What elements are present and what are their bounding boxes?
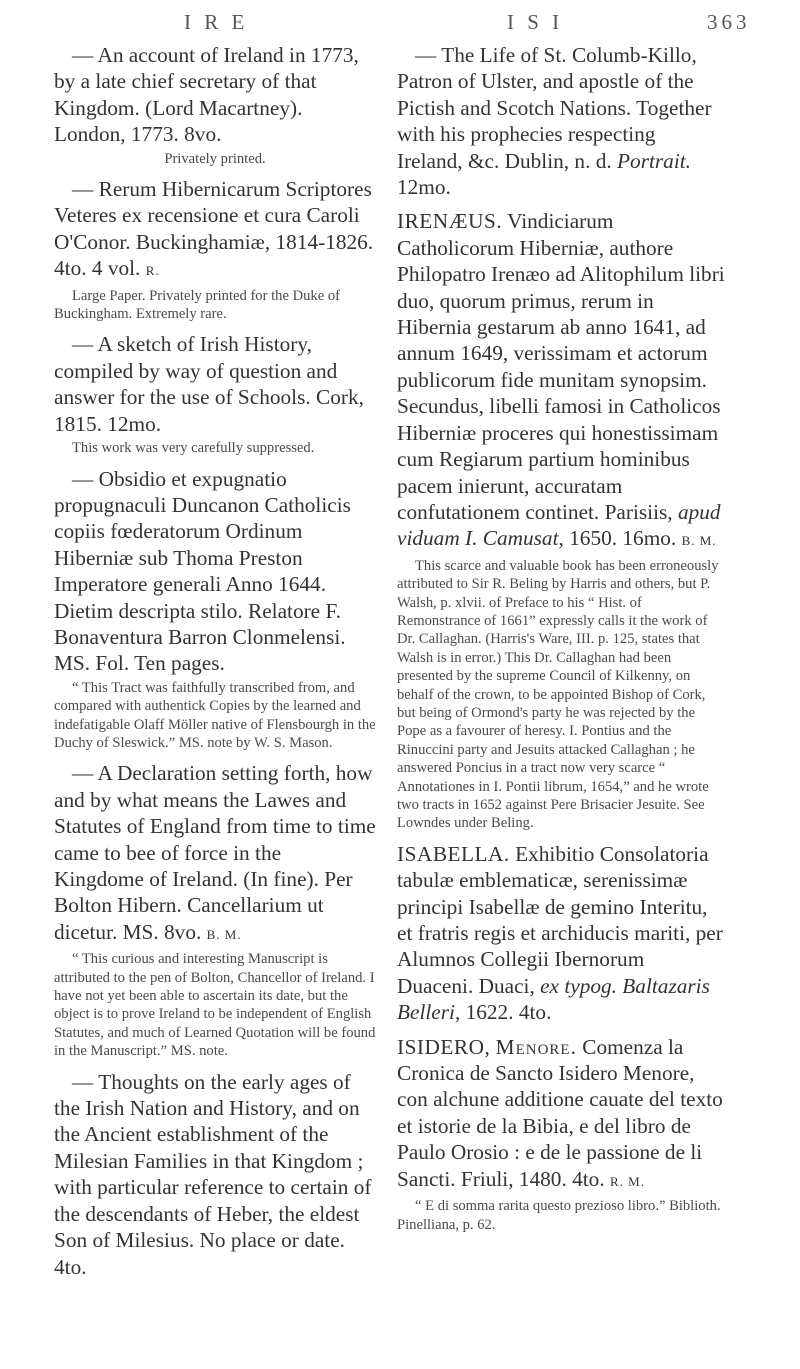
library-mark: R. M. (609, 1173, 645, 1189)
entry-portrait: Portrait. (617, 148, 691, 173)
library-mark: B. M. (206, 926, 242, 942)
entry-heading: IRENÆUS. (397, 209, 503, 234)
entry-note: “ This Tract was faithfully transcribed from, and compared with authentick Copies by the learned and indefatigable Olaff Möller native of Flensbourgh in the Duchy of Sleswick.” MS. note by W. S. Mason. (54, 679, 376, 751)
catalog-entry (54, 1069, 376, 1280)
entry-date: 1650. 16mo. (569, 526, 677, 551)
catalog-entry (397, 1034, 725, 1234)
entry-format: 12mo. (397, 175, 451, 200)
entry-note: This work was very carefully suppressed. (72, 440, 315, 457)
catalog-entry (397, 42, 725, 200)
entry-author: Menore. (495, 1034, 577, 1059)
entry-note: Large Paper. Privately printed for the Duke of Buckingham. Extremely rare. (54, 287, 341, 323)
entry-date: 1622. 4to. (465, 1000, 552, 1025)
entry-note: “ E di somma rarita questo prezioso libro.” Biblioth. Pinelliana, p. 62. (397, 1198, 721, 1233)
right-column (397, 42, 725, 1242)
entry-text: — An account of Ireland in 1773, by a late chief secretary of that Kingdom. (Lord Macartney). London, 1773. 8vo. (54, 43, 359, 147)
entry-text: — Thoughts on the early ages of the Irish Nation and History, and on the Ancient establishment of the Milesian Families in that Kingdom ; with particular reference to certain of the descendants of Heber, the eldest Son of Milesius. No place or date. 4to. (54, 1069, 372, 1279)
entry-note: “ This curious and interesting Manuscript is attributed to the pen of Bolton, Chancellor of Ireland. I have not yet been able to ascertain its date, but the object is to prove Ireland to be independent of English Statutes, and much of Learned Quotation will be found in the Manuscript.” MS. note. (54, 951, 376, 1060)
catalog-entry (54, 42, 376, 168)
catalog-entry (54, 331, 376, 457)
entry-text: Comenza la Cronica de Sancto Isidero Menore, con alchune additione cauate del texto et istorie de la Bibia, e del libro de Paulo Orosio : e de le passione de li Sancti. Friuli, 1480. 4to. (397, 1034, 723, 1191)
entry-heading: ISIDERO, (397, 1034, 491, 1059)
entry-text: — A Declaration setting forth, how and by what means the Lawes and Statutes of England from time to time came to bee of force in the Kingdome of Ireland. (In fine). Per Bolton Hibern. Cancellarium ut dicetur. MS. 8vo. (54, 761, 376, 944)
catalog-entry (54, 176, 376, 323)
running-head-center: I S I (507, 10, 564, 34)
left-column (54, 42, 376, 1280)
entry-text: Vindiciarum Catholicorum Hiberniæ, authore Philopatro Irenæo ad Alitophilum libri duo, quorum primus, rerum in Hibernia gestarum ab anno 1641, ad annum 1649, verissimam et actorum publicorum fide munitam synopsim. Secundus, libelli famosi in Catholicos Hiberniæ proceres qui honestissimam cum Regiarum partium hominibus pacem inierunt, accuratam confutationem continet. Parisiis, (397, 209, 725, 524)
entry-text: — Rerum Hibernicarum Scriptores Veteres ex recensione et cura Caroli O'Conor. Buckinghamiæ, 1814-1826. 4to. 4 vol. (54, 177, 374, 281)
catalog-entry (54, 760, 376, 1060)
entry-text: Exhibitio Consolatoria tabulæ emblematicæ, serenissimæ principi Isabellæ de gemino Interitu, et fratris regis et archiducis mariti, per Alumnos Collegii Ibernorum Duaceni. Duaci, (397, 841, 723, 998)
entry-heading: ISABELLA. (397, 841, 510, 866)
entry-imprint: ex typog. Baltazaris Belleri, (397, 973, 710, 1025)
entry-text: — Obsidio et expugnatio propugnaculi Duncanon Catholicis copiis fœderatorum Ordinum Hiberniæ sub Thoma Preston Imperatore generali Anno 1644. Dietim descripta stilo. Relatore F. Bonaventura Barron Clonmelensi. MS. Fol. Ten pages. (54, 466, 351, 676)
running-head-left: I R E (184, 10, 249, 34)
catalog-entry (54, 466, 376, 753)
entry-text: — The Life of St. Columb-Killo, Patron of Ulster, and apostle of the Pictish and Scotch Nations. Together with his prophecies respecting Ireland, &c. Dublin, n. d. (397, 43, 712, 173)
catalog-entry (397, 208, 725, 832)
entry-text: — A sketch of Irish History, compiled by way of question and answer for the use of Schools. Cork, 1815. 12mo. (54, 332, 364, 436)
catalog-entry (397, 841, 725, 1026)
page-number: 363 (707, 10, 751, 34)
library-mark: B. M. (681, 533, 717, 549)
entry-imprint: apud viduam I. Camusat, (397, 499, 721, 551)
entry-note: This scarce and valuable book has been erroneously attributed to Sir R. Beling by Harris and others, but P. Walsh, p. xlvii. of Preface to his “ Hist. of Remonstrance of 1661” expressly calls it the work of Dr. Callaghan. (Harris's Ware, III. p. 125, states that Walsh is in error.) This Dr. Callaghan had been presented by the supreme Council of Kilkenny, on behalf of the crown, to be appointed Bishop of Cork, but being of Ormond's party he was rejected by the Pope as a favourer of heresy. I. Pontius and the Rinuccini party and Jesuits attacked Callaghan ; he answered Poncius in a tract now very scarce “ Annotationes in I. Pontii librum, 1654,” and he wrote two tracts in 1652 against Pere Brisacier Jesuite. See Lowndes under Beling. (397, 557, 719, 832)
library-mark: R. (145, 263, 160, 279)
entry-note: Privately printed. (164, 150, 266, 167)
